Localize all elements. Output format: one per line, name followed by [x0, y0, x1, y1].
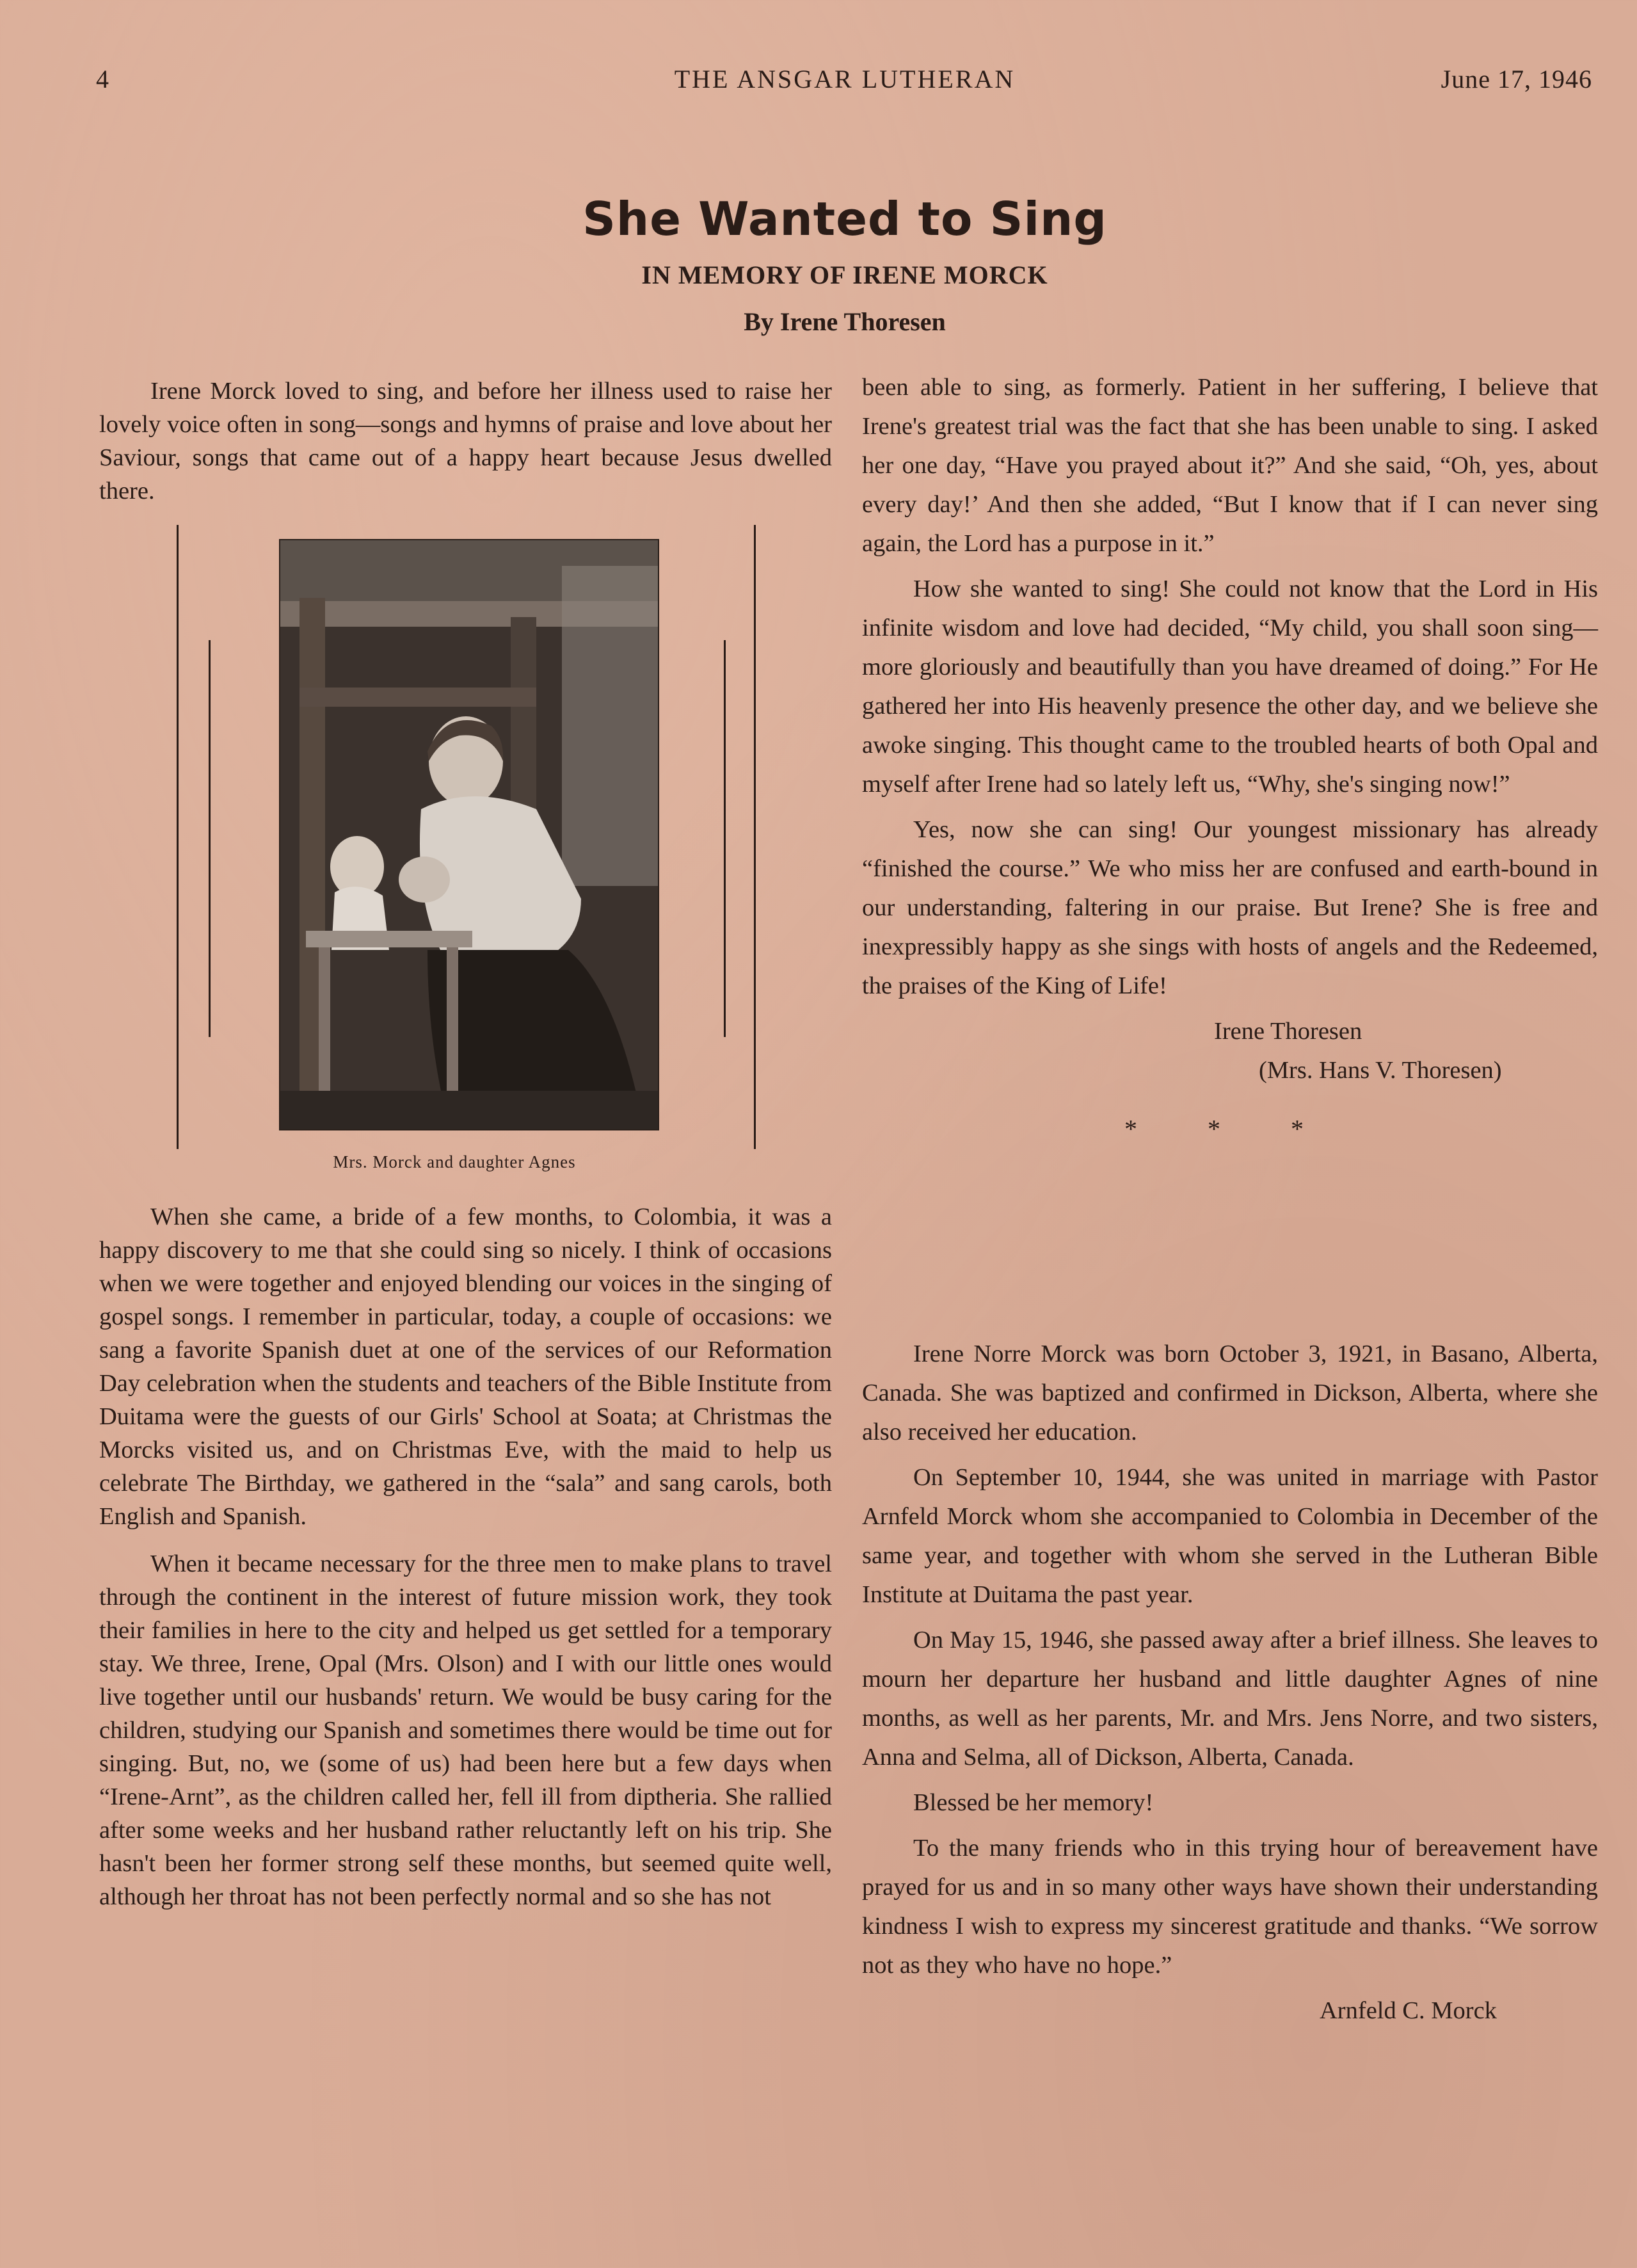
photo-illustration — [280, 540, 658, 1129]
article-paragraph: When it became necessary for the three men to make plans to travel through the continent in the interest of future mission work, they took their families in here to the city and helped us get settled for a temporary stay. We three, Irene, Opal (Mrs. Olson) and I with our little ones would live together until our husbands' return. We would be busy caring for the children, studying our Spanish and sometimes there would be time out for singing. But, no, we (some of us) had been here but a few days when “Irene-Arnt”, as the children called her, fell ill from diptheria. She rallied after some weeks and her husband rather reluctantly left on his trip. She hasn't been her former strong self these months, but seemed quite well, although her throat has not been perfectly normal and so she has not — [99, 1550, 832, 1910]
section-separator: * * * — [1124, 1114, 1336, 1143]
article-title-block — [0, 192, 1637, 337]
obituary-paragraph: On May 15, 1946, she passed away after a brief illness. She leaves to mourn her departure her husband and little daughter Agnes of nine months, as well as her parents, Mr. and Mrs. Jens Norre, and two sisters, Anna and Selma, all of Dickson, Alberta, Canada. — [862, 1627, 1598, 1771]
signature-detail: (Mrs. Hans V. Thoresen) — [1259, 1057, 1502, 1084]
publication-title: THE ANSGAR LUTHERAN — [674, 65, 1016, 93]
page-number: 4 — [96, 65, 109, 93]
left-column-top — [99, 374, 832, 522]
article-subhead: IN MEMORY OF IRENE MORCK — [641, 261, 1048, 289]
photo-caption: Mrs. Morck and daughter Agnes — [333, 1152, 576, 1171]
photo-frame — [177, 525, 756, 1152]
obituary-paragraph: Irene Norre Morck was born October 3, 1921, in Basano, Alberta, Canada. She was baptized and confirmed in Dickson, Alberta, where she also received her education. — [862, 1340, 1598, 1445]
left-column-bottom — [99, 1200, 832, 1927]
article-headline: She Wanted to Sing — [582, 192, 1107, 246]
right-column-top — [862, 368, 1598, 1174]
issue-date: June 17, 1946 — [1441, 65, 1592, 93]
frame-rule-inner-right — [724, 640, 726, 1037]
frame-rule-outer-right — [754, 525, 756, 1149]
article-paragraph: How she wanted to sing! She could not know that the Lord in His infinite wisdom and love had decided, “My child, you shall soon sing—more gloriously and beautifully than you have dreamed of doing.” For He gathered her into His heavenly presence the other day, and we believe she awoke singing. This thought came to the troubled hearts of both Opal and myself after Irene had so lately left us, “Why, she's singing now!” — [862, 575, 1598, 798]
article-paragraph: been able to sing, as formerly. Patient in her suffering, I believe that Irene's greatest trial was the fact that she has been unable to sing. I asked her one day, “Have you prayed about it?” And she said, “Oh, yes, about every day!’ And then she added, “But I know that if I can never sing again, the Lord has a purpose in it.” — [862, 374, 1598, 557]
signature-name: Irene Thoresen — [1214, 1018, 1362, 1045]
frame-rule-inner-left — [209, 640, 211, 1037]
article-paragraph: When she came, a bride of a few months, to Colombia, it was a happy discovery to me that she could sing so nicely. I think of occasions when we were together and enjoyed blending our voices in the singing of gospel songs. I remember in particular, today, a couple of occasions: we sang a favorite Spanish duet at one of the services of our Reformation Day celebration when the students and teachers of the Bible Institute from Duitama were the guests of our Girls' School at Soata; at Christmas the Morcks visited us, and on Christmas Eve, with the maid to help us celebrate The Birthday, we gathered in the “sala” and sang carols, both English and Spanish. — [99, 1203, 832, 1530]
obituary-paragraph: Blessed be her memory! — [913, 1789, 1154, 1816]
obituary-signature: Arnfeld C. Morck — [1320, 1997, 1497, 2024]
article-byline: By Irene Thoresen — [744, 307, 946, 336]
frame-rule-outer-left — [177, 525, 179, 1149]
article-paragraph: Irene Morck loved to sing, and before her illness used to raise her lovely voice often in song—songs and hymns of praise and love about her Saviour, songs that came out of a happy heart because Jesus dwelled there. — [99, 378, 832, 504]
article-paragraph: Yes, now she can sing! Our youngest missionary has already “finished the course.” We who miss her are confused and earth-bound in our understanding, faltering in our praise. But Irene? She is free and inexpressibly happy as she sings with hosts of angels and the Redeemed, the praises of the King of Life! — [862, 816, 1598, 999]
obituary-column — [862, 1335, 1598, 2037]
photo-mother-and-daughter — [279, 539, 659, 1130]
running-header — [0, 64, 1637, 102]
obituary-paragraph: On September 10, 1944, she was united in marriage with Pastor Arnfeld Morck whom she accompanied to Colombia in December of the same year, and together with whom she served in the Lutheran Bible Institute at Duitama the past year. — [862, 1464, 1598, 1608]
obituary-paragraph: To the many friends who in this trying hour of bereavement have prayed for us and in so many other ways have shown their understanding kindness I wish to express my sincerest gratitude and thanks. “We sorrow not as they who have no hope.” — [862, 1835, 1598, 1979]
